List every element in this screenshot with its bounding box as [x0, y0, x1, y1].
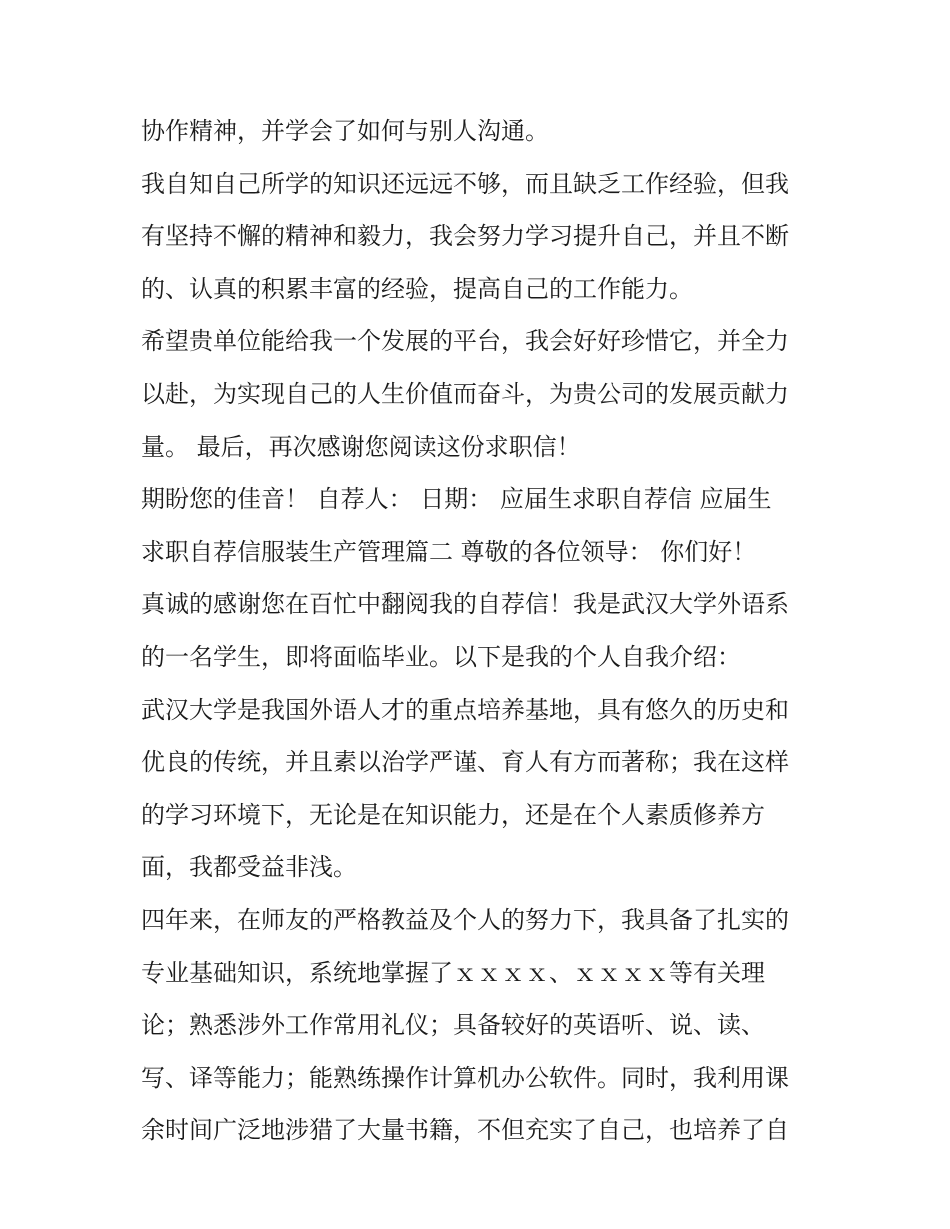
- text-line: 余时间广泛地涉猎了大量书籍，不但充实了自己，也培养了自: [141, 1116, 789, 1145]
- text-line: 的、认真的积累丰富的经验，提高自己的工作能力。: [141, 274, 693, 303]
- text-line: 我自知自己所学的知识还远远不够，而且缺乏工作经验，但我: [141, 169, 789, 198]
- text-line: 的学习环境下，无论是在知识能力，还是在个人素质修养方: [141, 800, 765, 829]
- document-body: [141, 105, 821, 1157]
- text-line: 写、译等能力；能熟练操作计算机办公软件。同时，我利用课: [141, 1063, 789, 1092]
- text-line: 论；熟悉涉外工作常用礼仪；具备较好的英语听、说、读、: [141, 1011, 765, 1040]
- text-line: 面，我都受益非浅。: [141, 853, 357, 882]
- text-line: 专业基础知识，系统地掌握了ｘｘｘｘ、ｘｘｘｘ等有关理: [141, 958, 765, 987]
- text-line: 的一名学生，即将面临毕业。以下是我的个人自我介绍：: [141, 642, 741, 671]
- text-line: 期盼您的佳音！ 自荐人： 日期： 应届生求职自荐信 应届生: [141, 485, 772, 514]
- text-line: 希望贵单位能给我一个发展的平台，我会好好珍惜它，并全力: [141, 327, 789, 356]
- text-line: 以赴，为实现自己的人生价值而奋斗，为贵公司的发展贡献力: [141, 379, 789, 408]
- text-line: 协作精神，并学会了如何与别人沟通。: [141, 117, 549, 145]
- text-line: 求职自荐信服装生产管理篇二 尊敬的各位领导： 你们好！: [141, 537, 757, 566]
- text-line: 武汉大学是我国外语人才的重点培养基地，具有悠久的历史和: [141, 695, 789, 724]
- text-line: 有坚持不懈的精神和毅力，我会努力学习提升自己，并且不断: [141, 222, 789, 251]
- text-line: 真诚的感谢您在百忙中翻阅我的自荐信！我是武汉大学外语系: [141, 590, 789, 619]
- text-line: 量。 最后，再次感谢您阅读这份求职信！: [141, 432, 581, 461]
- text-line: 四年来，在师友的严格教益及个人的努力下，我具备了扎实的: [141, 905, 789, 934]
- text-line: 优良的传统，并且素以治学严谨、育人有方而著称；我在这样: [141, 748, 789, 777]
